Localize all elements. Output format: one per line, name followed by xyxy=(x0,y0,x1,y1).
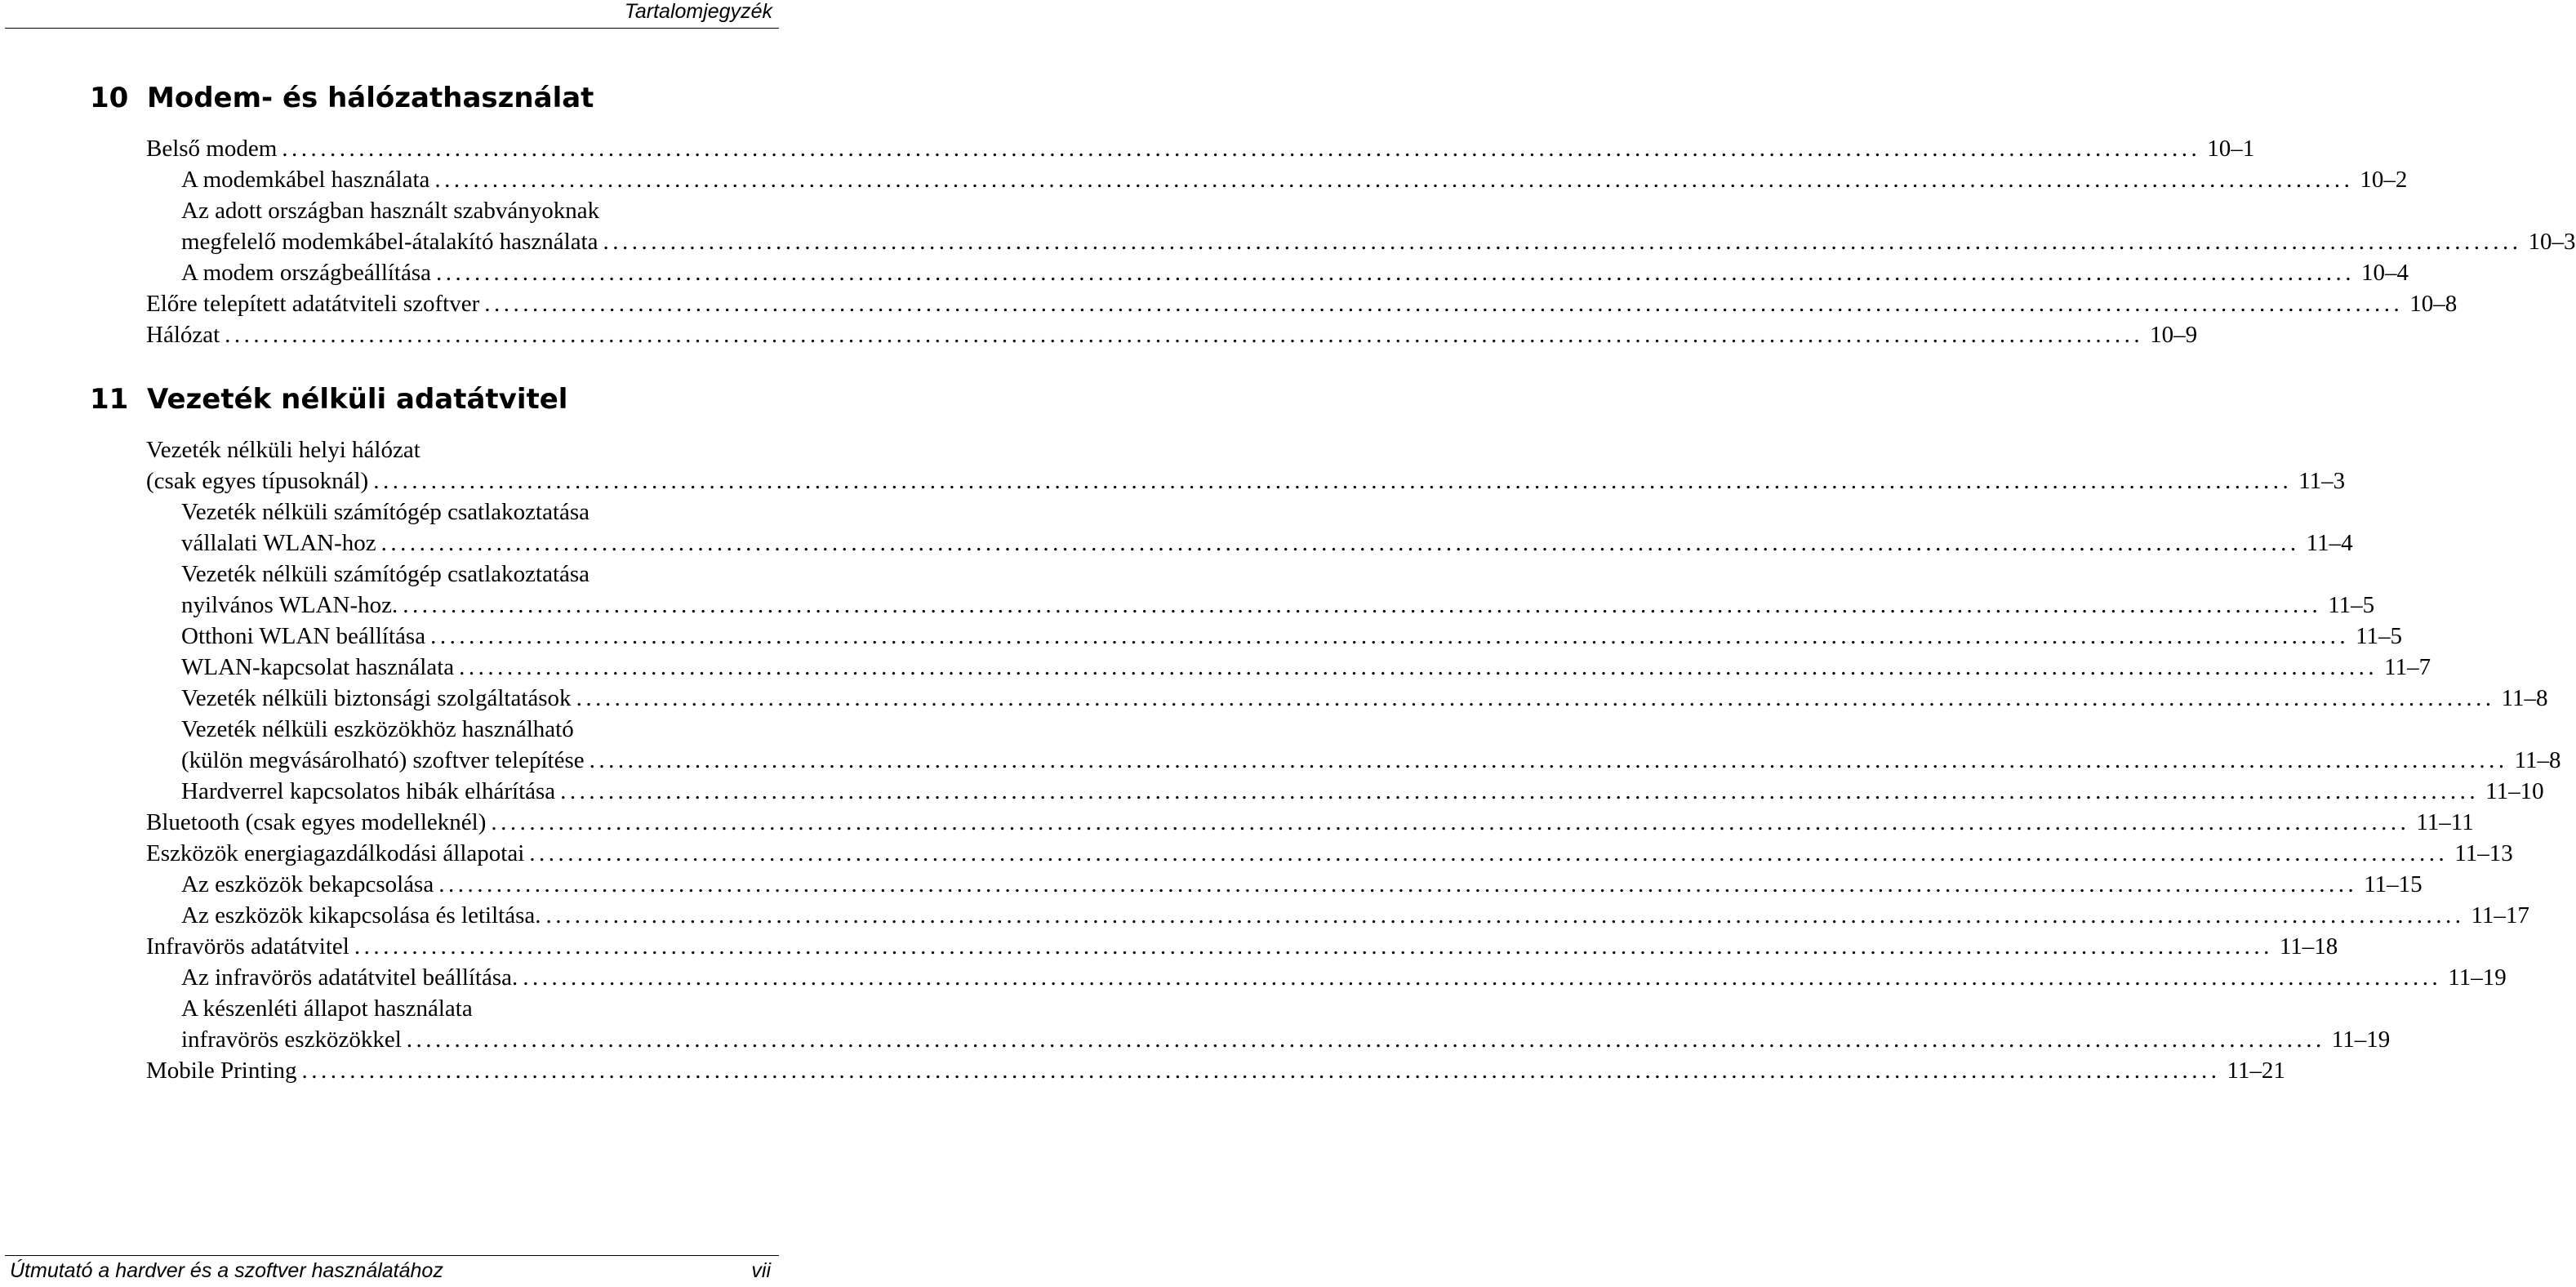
toc-entry[interactable] xyxy=(181,776,2544,807)
toc-entry-title: Otthoni WLAN beállítása xyxy=(181,623,426,649)
chapter-heading xyxy=(90,380,567,419)
toc-entry[interactable] xyxy=(146,133,2255,164)
toc-entry[interactable] xyxy=(181,257,2409,288)
chapter-heading xyxy=(90,78,594,118)
toc-entry-page: 11–7 xyxy=(2384,654,2431,680)
toc-entry-title: Az infravörös adatátvitel beállítása. xyxy=(181,964,518,991)
dot-leader: ........................................................................................................................................................................................................ xyxy=(380,530,2300,556)
toc-entry[interactable] xyxy=(181,195,776,226)
toc-entry[interactable] xyxy=(181,962,2507,993)
header-rule xyxy=(5,28,779,29)
toc-entry-page: 10–4 xyxy=(2361,260,2409,286)
toc-entry-page: 10–2 xyxy=(2360,167,2408,193)
toc-entry[interactable] xyxy=(181,226,2576,257)
dot-leader: ........................................................................................................................................................................................................ xyxy=(373,468,2293,494)
dot-leader: ........................................................................................................................................................................................................ xyxy=(438,871,2358,897)
dot-leader: ........................................................................................................................................................................................................ xyxy=(403,592,2322,618)
toc-entry-title: Vezeték nélküli eszközökhöz használható xyxy=(181,716,574,742)
toc-entry-title: Hálózat xyxy=(146,322,220,348)
toc-entry[interactable] xyxy=(146,319,2198,350)
toc-entry-title: Belső modem xyxy=(146,136,278,162)
footer-page-number: vii xyxy=(751,1259,771,1282)
toc-entry-title: A készenléti állapot használata xyxy=(181,995,473,1022)
toc-entry-title: Az eszközök kikapcsolása és letiltása. xyxy=(181,902,541,929)
dot-leader: ........................................................................................................................................................................................................ xyxy=(436,260,2356,286)
toc-entry[interactable] xyxy=(181,714,776,745)
dot-leader: ........................................................................................................................................................................................................ xyxy=(529,840,2449,866)
dot-leader: ........................................................................................................................................................................................................ xyxy=(282,136,2201,162)
toc-entry[interactable] xyxy=(181,1024,2391,1055)
dot-leader: ........................................................................................................................................................................................................ xyxy=(576,685,2495,711)
toc-entry[interactable] xyxy=(146,465,2346,497)
toc-entry[interactable] xyxy=(181,683,2548,714)
toc-entry-title: Bluetooth (csak egyes modelleknél) xyxy=(146,809,487,835)
toc-entry[interactable] xyxy=(146,838,2513,869)
chapter-number: 11 xyxy=(90,383,129,416)
toc-entry-title: infravörös eszközökkel xyxy=(181,1026,402,1053)
toc-entry-page: 11–15 xyxy=(2364,871,2423,897)
dot-leader: ........................................................................................................................................................................................................ xyxy=(354,933,2273,960)
header-section-title: Tartalomjegyzék xyxy=(624,0,772,23)
toc-entry[interactable] xyxy=(181,869,2423,900)
toc-entry[interactable] xyxy=(146,434,776,465)
toc-entry-title: Vezeték nélküli helyi hálózat xyxy=(146,437,420,463)
toc-entry[interactable] xyxy=(181,528,2353,559)
toc-entry-page: 11–8 xyxy=(2501,685,2548,711)
toc-entry-title: megfelelő modemkábel-átalakító használata xyxy=(181,229,598,255)
toc-entry[interactable] xyxy=(181,745,2561,776)
toc-entry-title: nyilvános WLAN-hoz. xyxy=(181,592,398,618)
toc-entry-page: 11–11 xyxy=(2416,809,2474,835)
dot-leader: ........................................................................................................................................................................................................ xyxy=(589,747,2508,773)
toc-entry-page: 11–18 xyxy=(2279,933,2338,960)
toc-entry-title: WLAN-kapcsolat használata xyxy=(181,654,455,680)
dot-leader: ........................................................................................................................................................................................................ xyxy=(459,654,2378,680)
dot-leader: ........................................................................................................................................................................................................ xyxy=(301,1058,2221,1084)
toc-entry[interactable] xyxy=(181,590,2375,621)
toc-entry-page: 11–4 xyxy=(2306,530,2353,556)
footer-rule xyxy=(5,1255,779,1256)
toc-entry-page: 11–19 xyxy=(2448,964,2507,991)
toc-entry-page: 11–8 xyxy=(2514,747,2561,773)
toc-entry-page: 10–8 xyxy=(2409,291,2458,317)
toc-entry[interactable] xyxy=(181,497,776,528)
toc-entry[interactable] xyxy=(181,652,2431,683)
toc-entry[interactable] xyxy=(181,993,776,1024)
footer-document-title: Útmutató a hardver és a szoftver használatához xyxy=(10,1259,443,1282)
toc-entry-title: (csak egyes típusoknál) xyxy=(146,468,369,494)
dot-leader: ........................................................................................................................................................................................................ xyxy=(523,964,2442,991)
toc-entry-title: Mobile Printing xyxy=(146,1058,297,1084)
dot-leader: ........................................................................................................................................................................................................ xyxy=(603,229,2522,255)
dot-leader: ........................................................................................................................................................................................................ xyxy=(484,291,2404,317)
dot-leader: ........................................................................................................................................................................................................ xyxy=(434,167,2354,193)
toc-entry[interactable] xyxy=(181,621,2402,652)
toc-entry-page: 11–17 xyxy=(2471,902,2529,929)
chapter-title: Modem- és hálózathasználat xyxy=(147,82,594,114)
dot-leader: ........................................................................................................................................................................................................ xyxy=(406,1026,2325,1053)
dot-leader: ........................................................................................................................................................................................................ xyxy=(545,902,2465,929)
toc-entry-page: 11–21 xyxy=(2227,1058,2285,1084)
toc-entry[interactable] xyxy=(146,807,2474,838)
toc-entry-page: 10–9 xyxy=(2150,322,2198,348)
toc-entry[interactable] xyxy=(146,931,2338,962)
toc-entry-page: 11–5 xyxy=(2328,592,2375,618)
toc-entry-title: Vezeték nélküli számítógép csatlakoztatása xyxy=(181,499,590,525)
toc-entry-title: Eszközök energiagazdálkodási állapotai xyxy=(146,840,525,866)
toc-entry-title: Előre telepített adatátviteli szoftver xyxy=(146,291,480,317)
chapter-number: 10 xyxy=(90,82,129,114)
dot-leader: ........................................................................................................................................................................................................ xyxy=(430,623,2350,649)
dot-leader: ........................................................................................................................................................................................................ xyxy=(491,809,2410,835)
toc-entry[interactable] xyxy=(181,900,2529,931)
toc-entry-page: 11–13 xyxy=(2454,840,2513,866)
toc-entry-title: vállalati WLAN-hoz xyxy=(181,530,376,556)
toc-entry[interactable] xyxy=(181,164,2408,195)
toc-entry-page: 11–5 xyxy=(2356,623,2402,649)
toc-entry-page: 11–3 xyxy=(2298,468,2346,494)
dot-leader: ........................................................................................................................................................................................................ xyxy=(560,778,2480,804)
toc-entry-page: 10–1 xyxy=(2207,136,2255,162)
toc-entry-title: Hardverrel kapcsolatos hibák elhárítása xyxy=(181,778,556,804)
toc-entry[interactable] xyxy=(181,559,776,590)
toc-entry[interactable] xyxy=(146,288,2458,319)
toc-entry-title: Az adott országban használt szabványoknak xyxy=(181,198,600,224)
toc-entry-title: (külön megvásárolható) szoftver telepítése xyxy=(181,747,585,773)
toc-entry-title: Az eszközök bekapcsolása xyxy=(181,871,434,897)
toc-entry-page: 11–10 xyxy=(2485,778,2544,804)
toc-entry-title: Vezeték nélküli biztonsági szolgáltatások xyxy=(181,685,572,711)
chapter-title: Vezeték nélküli adatátvitel xyxy=(147,383,568,416)
toc-entry-title: Infravörös adatátvitel xyxy=(146,933,349,960)
toc-entry[interactable] xyxy=(146,1055,2285,1086)
toc-entry-page: 11–19 xyxy=(2331,1026,2391,1053)
toc-entry-title: A modemkábel használata xyxy=(181,167,430,193)
toc-entry-title: Vezeték nélküli számítógép csatlakoztatása xyxy=(181,561,590,587)
dot-leader: ........................................................................................................................................................................................................ xyxy=(225,322,2144,348)
toc-entry-title: A modem országbeállítása xyxy=(181,260,432,286)
toc-entry-page: 10–3 xyxy=(2528,229,2576,255)
